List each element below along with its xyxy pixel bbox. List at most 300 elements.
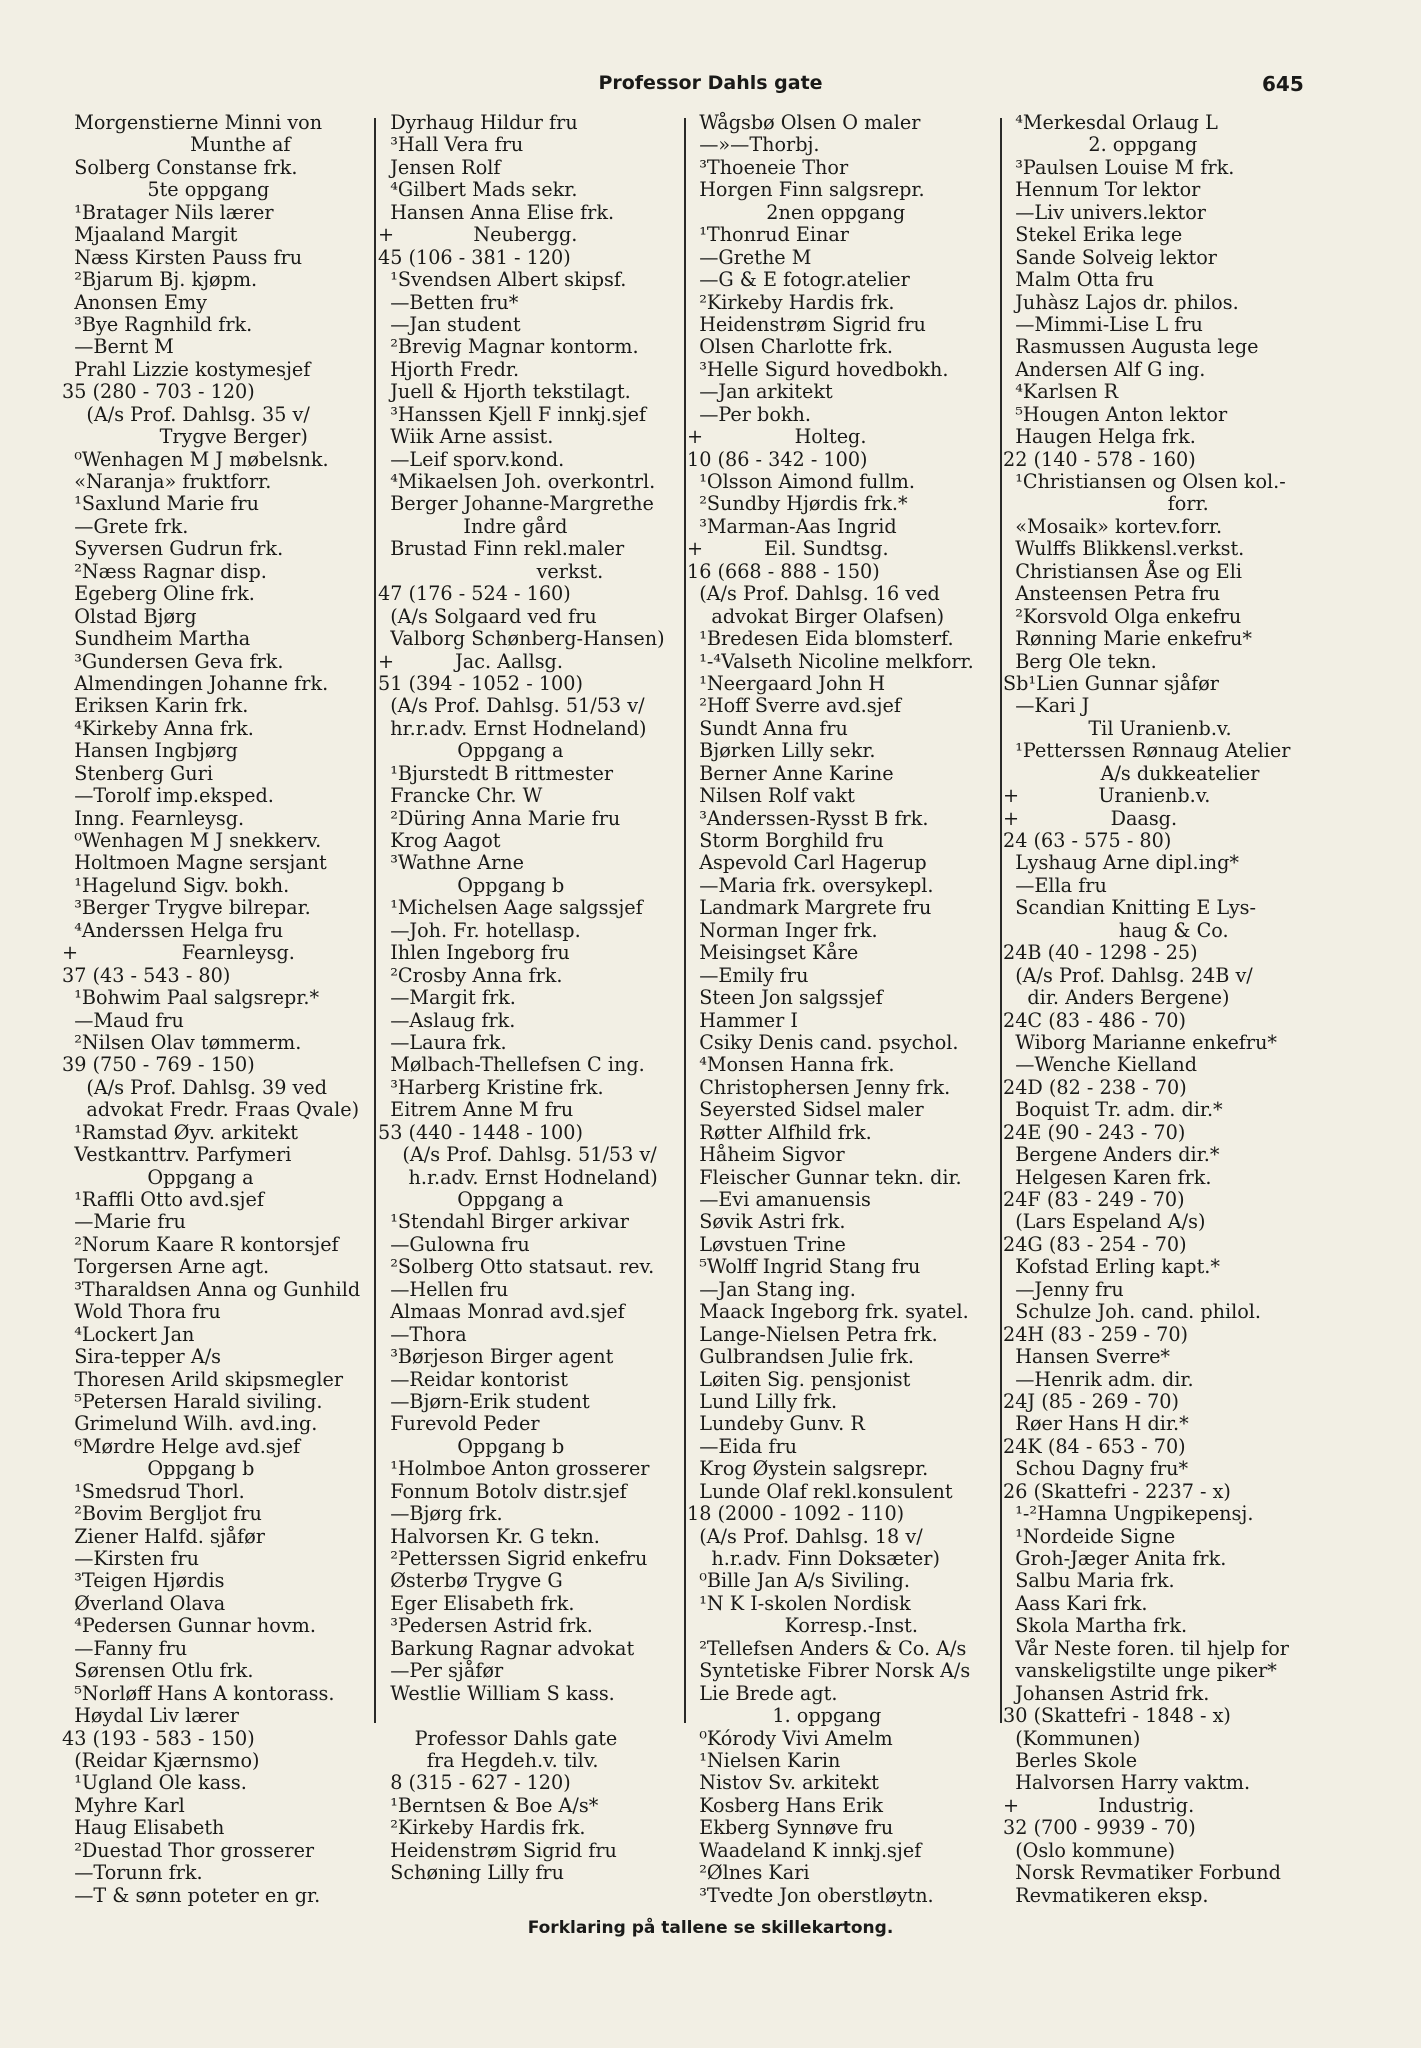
directory-entry: ¹Neergaard John H [687,671,886,695]
directory-entry: Wiik Arne assist. [378,425,554,449]
directory-entry: Malm Otta fru [1003,268,1155,292]
directory-entry: Horgen Finn salgsrepr. [687,178,925,202]
directory-entry: Seyersted Sidsel maler [687,1098,924,1122]
directory-entry: Nistov Sv. arkitekt [687,1771,879,1795]
directory-entry: (Oslo kommune) [1003,1838,1176,1862]
directory-entry: Christophersen Jenny frk. [687,1075,951,1099]
directory-entry: Olstad Bjørg [62,604,197,628]
directory-entry: Heidenstrøm Sigrid fru [378,1838,617,1862]
directory-entry: 24C (83 - 486 - 70) [1003,1008,1186,1032]
directory-entry: + Jac. Aallsg. [378,649,563,673]
directory-entry: ²Crosby Anna frk. [378,963,563,987]
directory-entry: ²Bjarum Bj. kjøpm. [62,268,258,292]
directory-entry: 45 (106 - 381 - 120) [378,245,571,269]
directory-entry: Olsen Charlotte frk. [687,335,893,359]
directory-entry: ³Bye Ragnhild frk. [62,312,253,336]
directory-entry: ⁴Karlsen R [1003,380,1119,404]
directory-entry: fra Hegdeh.v. tilv. [378,1748,599,1772]
directory-entry: Aspevold Carl Hagerup [687,851,927,875]
directory-entry: Christiansen Åse og Eli [1003,559,1243,583]
directory-entry: —Evi amanuensis [687,1188,871,1211]
page-header [0,72,1421,102]
directory-entry: ⁴Monsen Hanna frk. [687,1053,895,1077]
directory-entry: Groh-Jæger Anita frk. [1003,1547,1227,1570]
directory-entry: Hansen Ingbjørg [62,739,238,763]
directory-entry [378,1705,688,1727]
directory-entry: ⁴Lockert Jan [62,1322,195,1346]
directory-entry: —Liv univers.lektor [1003,200,1206,224]
directory-entry: Morgenstierne Minni von [62,111,323,134]
directory-entry: Sørensen Otlu frk. [62,1659,254,1683]
directory-entry: hr.r.adv. Ernst Hodneland) [378,716,647,740]
directory-entry: ³Pedersen Astrid frk. [378,1614,593,1638]
directory-entry: Schou Dagny fru* [1003,1457,1189,1481]
directory-entry: «Naranja» fruktforr. [62,470,272,493]
directory-entry: (A/s Prof. Dahlsg. 35 v/ [62,402,310,426]
directory-entry: ¹-⁴Valseth Nicoline melkforr. [687,649,974,673]
directory-entry: Skola Martha frk. [1003,1614,1188,1638]
directory-entry: 22 (140 - 578 - 160) [1003,447,1196,471]
directory-entry: —Leif sporv.kond. [378,447,565,471]
directory-entry: Storm Borghild fru [687,829,884,852]
directory-entry: Gulbrandsen Julie frk. [687,1345,914,1369]
directory-entry: ⁴Pedersen Gunnar hovm. [62,1614,316,1638]
directory-entry: Westlie William S kass. [378,1681,615,1705]
directory-entry: 16 (668 - 888 - 150) [687,559,880,583]
directory-entry: ¹Petterssen Rønnaug Atelier [1003,739,1291,763]
directory-entry: ¹Bredesen Eida blomsterf. [687,627,954,651]
column-divider [374,118,376,1723]
directory-entry: Hammer I [687,1008,798,1032]
directory-entry: Steen Jon salgssjef [687,986,883,1010]
directory-entry: + Neubergg. [378,223,578,247]
directory-entry: Landmark Margrete fru [687,896,932,920]
directory-entry: ²Norum Kaare R kontorsjef [62,1232,339,1256]
directory-entry: Oppgang a [62,1165,254,1189]
directory-entry: (A/s Prof. Dahlsg. 16 ved [687,582,940,606]
directory-entry: —Hellen fru [378,1277,509,1301]
directory-entry: ⁵Hougen Anton lektor [1003,402,1228,426]
directory-entry: ¹Nordeide Signe [1003,1524,1176,1548]
column-divider [1000,118,1002,1723]
directory-entry: Søvik Astri frk. [687,1210,846,1234]
page-number: 645 [1262,72,1304,96]
directory-entry: Eitrem Anne M fru [378,1098,574,1122]
directory-entry: 24F (83 - 249 - 70) [1003,1188,1185,1211]
directory-entry: ³Wathne Arne [378,851,525,875]
directory-entry: verkst. [378,559,604,583]
directory-entry: A/s dukkeatelier [1003,761,1260,785]
directory-entry: Jensen Rolf [378,155,501,179]
directory-entry: Kosberg Hans Erik [687,1793,884,1817]
directory-entry: —Laura frk. [378,1030,507,1054]
directory-entry: Almaas Monrad avd.sjef [378,1300,625,1324]
directory-entry: Hansen Sverre* [1003,1345,1171,1369]
directory-entry: Grimelund Wilh. avd.ing. [62,1412,318,1436]
directory-entry: Østerbø Trygve G [378,1569,563,1593]
directory-entry: 18 (2000 - 1092 - 110) [687,1502,905,1526]
directory-entry: (Lars Espeland A/s) [1003,1210,1206,1234]
directory-entry: Aass Kari frk. [1003,1591,1148,1615]
directory-entry: Berg Ole tekn. [1003,649,1157,673]
directory-entry: Sundheim Martha [62,627,251,651]
directory-entry: Oppgang b [378,1434,565,1458]
directory-entry: ⁴Merkesdal Orlaug L [1003,111,1218,134]
directory-entry: ¹N K I-skolen Nordisk [687,1591,911,1615]
directory-entry: advokat Birger Olafsen) [687,604,945,628]
directory-entry: Johansen Astrid frk. [1003,1681,1210,1705]
directory-entry: —Henrik adm. dir. [1003,1367,1194,1391]
directory-entry: Csiky Denis cand. psychol. [687,1030,959,1054]
directory-entry: + Fearnleysg. [62,941,295,965]
directory-entry: ⁵Wolff Ingrid Stang fru [687,1255,921,1279]
directory-entry: —Fanny fru [62,1636,188,1660]
directory-entry: 24H (83 - 259 - 70) [1003,1322,1189,1346]
directory-entry: 24G (83 - 254 - 70) [1003,1232,1187,1256]
directory-entry: Schulze Joh. cand. philol. [1003,1300,1262,1324]
directory-entry: h.r.adv. Ernst Hodneland) [378,1165,658,1189]
directory-entry: ³Anderssen-Rysst B frk. [687,806,929,830]
directory-entry: (A/s Prof. Dahlsg. 51/53 v/ [378,694,645,718]
directory-entry: 53 (440 - 1448 - 100) [378,1120,583,1144]
directory-entry: Inng. Fearnleysg. [62,806,245,830]
directory-entry: —Ella fru [1003,873,1107,897]
directory-entry: ¹Raffli Otto avd.sjef [62,1188,264,1211]
directory-entry: Ekberg Synnøve fru [687,1816,894,1840]
directory-entry: Norsk Revmatiker Forbund [1003,1861,1281,1885]
directory-entry: 24D (82 - 238 - 70) [1003,1075,1187,1099]
directory-entry: ²Kirkeby Hardis frk. [378,1816,586,1840]
directory-entry: Dyrhaug Hildur fru [378,111,578,134]
directory-entry: (Kommunen) [1003,1726,1141,1750]
directory-entry: 37 (43 - 543 - 80) [62,963,231,987]
directory-entry: ²Tellefsen Anders & Co. A/s [687,1636,967,1660]
directory-entry: —Torolf imp.eksped. [62,784,274,808]
directory-entry: ²Duestad Thor grosserer [62,1838,315,1862]
directory-entry: ³Berger Trygve bilrepar. [62,896,311,920]
directory-entry: 8 (315 - 627 - 120) [378,1771,571,1795]
directory-entry: ¹Berntsen & Boe A/s* [378,1793,599,1817]
directory-entry: —Bjørn-Erik student [378,1389,590,1413]
directory-entry: Mølbach-Thellefsen C ing. [378,1053,645,1077]
directory-entry: Eger Elisabeth frk. [378,1591,575,1615]
directory-entry: ¹Saxlund Marie fru [62,492,260,516]
directory-entry: Trygve Berger) [62,425,308,449]
directory-entry: Lie Brede agt. [687,1681,838,1705]
directory-entry: ²Næss Ragnar disp. [62,559,267,583]
directory-entry: Eriksen Karin frk. [62,694,249,718]
directory-entry: ¹Stendahl Birger arkivar [378,1210,629,1234]
directory-entry: ³Børjeson Birger agent [378,1345,614,1369]
directory-entry: Furevold Peder [378,1412,540,1436]
directory-entry: ⁵Norløff Hans A kontorass. [62,1681,335,1705]
directory-entry: ²Kirkeby Hardis frk. [687,290,895,314]
directory-entry: 1. oppgang [687,1704,882,1728]
directory-entry: 43 (193 - 583 - 150) [62,1726,255,1750]
directory-entry: —Per bokh. [687,402,811,426]
directory-entry: Halvorsen Harry vaktm. [1003,1771,1251,1795]
directory-entry: ³Paulsen Louise M frk. [1003,155,1235,179]
directory-entry: ¹Ugland Ole kass. [62,1771,247,1795]
directory-entry: ⁶Mørdre Helge avd.sjef [62,1434,301,1458]
directory-entry: Egeberg Oline frk. [62,582,255,606]
directory-entry: Bergene Anders dir.* [1003,1143,1220,1167]
directory-entry: Bjørken Lilly sekr. [687,739,876,763]
directory-entry: Fonnum Botolv distr.sjef [378,1479,627,1503]
directory-entry: forr. [1003,492,1209,516]
directory-entry: ⁴Gilbert Mads sekr. [378,178,578,202]
directory-entry: 10 (86 - 342 - 100) [687,447,868,471]
directory-entry: —Wenche Kielland [1003,1053,1197,1077]
directory-entry: ¹Holmboe Anton grosserer [378,1457,650,1481]
directory-entry: ¹Olsson Aimond fullm. [687,470,915,493]
directory-entry: 24E (90 - 243 - 70) [1003,1120,1186,1144]
directory-entry: ⁰Wenhagen M J møbelsnk. [62,447,329,471]
directory-entry: —Aslaug frk. [378,1008,516,1032]
directory-entry: Meisingset Kåre [687,941,859,965]
directory-entry: —G & E fotogr.atelier [687,268,910,292]
directory-entry: Almendingen Johanne frk. [62,671,329,695]
directory-entry: ³Hanssen Kjell F innkj.sjef [378,402,647,426]
directory-entry: ²Nilsen Olav tømmerm. [62,1030,302,1054]
directory-entry: Røtter Alfhild frk. [687,1120,872,1144]
directory-entry: ¹Michelsen Aage salgssjef [378,896,643,920]
directory-entry: haug & Co. [1003,918,1229,942]
directory-entry: Oppgang a [378,1188,564,1211]
directory-entry: Valborg Schønberg-Hansen) [378,627,665,651]
directory-entry: ¹-²Hamna Ungpikepensj. [1003,1502,1254,1526]
directory-entry: Boquist Tr. adm. dir.* [1003,1098,1223,1122]
directory-entry: 2nen oppgang [687,200,906,224]
directory-entry: Syntetiske Fibrer Norsk A/s [687,1659,971,1683]
directory-entry: ³Tvedte Jon oberstløytn. [687,1883,934,1907]
directory-entry: «Mosaik» kortev.forr. [1003,514,1223,538]
directory-entry: Halvorsen Kr. G tekn. [378,1524,600,1548]
directory-entry: h.r.adv. Finn Doksæter) [687,1547,940,1570]
directory-entry: Håheim Sigvor [687,1143,845,1167]
directory-entry: ¹Smedsrud Thorl. [62,1479,245,1503]
directory-entry: 30 (Skattefri - 1848 - x) [1003,1704,1231,1728]
directory-entry: (A/s Solgaard ved fru [378,604,597,628]
directory-entry: Stekel Erika lege [1003,223,1183,247]
directory-entry: Berner Anne Karine [687,761,894,785]
directory-entry: ²Ølnes Kari [687,1861,810,1885]
directory-entry: Haug Elisabeth [62,1816,225,1840]
directory-entry: Krog Øystein salgsrepr. [687,1457,929,1481]
directory-entry: Anonsen Emy [62,290,208,314]
directory-entry: ¹Thonrud Einar [687,223,849,247]
directory-entry: Rønning Marie enkefru* [1003,627,1252,651]
directory-entry: Ziener Halfd. sjåfør [62,1524,265,1548]
directory-entry: —Bjørg frk. [378,1502,503,1526]
directory-entry: Helgesen Karen frk. [1003,1165,1212,1189]
directory-entry: Norman Inger frk. [687,918,878,942]
column-divider [684,118,686,1723]
directory-entry: Mjaaland Margit [62,223,238,247]
directory-entry: Korresp.-Inst. [687,1614,918,1638]
directory-entry: Scandian Knitting E Lys- [1003,896,1257,920]
directory-entry: —Grete frk. [62,514,189,538]
directory-entry: Sira-tepper A/s [62,1345,221,1369]
directory-entry: ⁰Wenhagen M J snekkerv. [62,829,322,852]
directory-entry: Vår Neste foren. til hjelp for [1003,1636,1289,1660]
directory-entry: Prahl Lizzie kostymesjef [62,357,311,381]
directory-entry: ²Solberg Otto statsaut. rev. [378,1255,655,1279]
directory-entry: + Industrig. [1003,1793,1195,1817]
directory-entry: ²Hoff Sverre avd.sjef [687,694,901,718]
directory-entry: —Emily fru [687,963,809,987]
directory-entry: —Jenny fru [1003,1277,1124,1301]
directory-entry: (Reidar Kjærnsmo) [62,1748,260,1772]
directory-entry: (A/s Prof. Dahlsg. 51/53 v/ [378,1143,657,1167]
directory-entry: vanskeligstilte unge piker* [1003,1659,1277,1683]
directory-entry: ¹Bjurstedt B rittmester [378,761,614,785]
directory-entry: —T & sønn poteter en gr. [62,1883,321,1907]
directory-entry: Nilsen Rolf vakt [687,784,855,808]
directory-entry: Maack Ingeborg frk. syatel. [687,1300,969,1324]
directory-entry: Lund Lilly frk. [687,1389,838,1413]
directory-entry: ²Brevig Magnar kontorm. [378,335,639,359]
directory-entry: Wågsbø Olsen O maler [687,111,921,134]
directory-entry: Hansen Anna Elise frk. [378,200,615,224]
directory-entry: ¹Christiansen og Olsen kol.- [1003,470,1286,493]
directory-entry: Lundeby Gunv. R [687,1412,865,1436]
directory-entry: ⁵Petersen Harald siviling. [62,1389,323,1413]
directory-entry: —Maud fru [62,1008,184,1032]
directory-entry: Oppgang a [378,739,564,763]
directory-entry: —Betten fru* [378,290,519,314]
directory-entry: + Uranienb.v. [1003,784,1211,808]
directory-entry: —Torunn frk. [62,1861,203,1885]
directory-entry: dir. Anders Bergene) [1003,986,1230,1010]
directory-entry: —Margit frk. [378,986,516,1010]
directory-entry: Wiborg Marianne enkefru* [1003,1030,1278,1054]
directory-entry: —Jan Stang ing. [687,1277,856,1301]
directory-entry: —Kirsten fru [62,1547,200,1570]
directory-entry: ¹Ramstad Øyv. arkitekt [62,1120,298,1144]
directory-entry: 24K (84 - 653 - 70) [1003,1434,1186,1458]
directory-entry: Salbu Maria frk. [1003,1569,1175,1593]
directory-entry: Kofstad Erling kapt.* [1003,1255,1220,1279]
directory-entry: —»—Thorbj. [687,133,820,157]
directory-entry: —Gulowna fru [378,1232,530,1256]
directory-entry: —Marie fru [62,1210,186,1234]
directory-entry: Sande Solveig lektor [1003,245,1217,269]
page-footer: Forklaring på tallene se skillekartong. [527,1918,894,1938]
directory-entry: —Mimmi-Lise L fru [1003,312,1203,336]
directory-entry: Francke Chr. W [378,784,543,808]
directory-entry: Sundt Anna fru [687,716,848,740]
directory-entry: Hjorth Fredr. [378,357,520,381]
directory-entry: —Thora [378,1322,467,1346]
directory-entry: ⁴Anderssen Helga fru [62,918,284,942]
directory-entry: Myhre Karl [62,1793,185,1817]
directory-entry: ²Sundby Hjørdis frk.* [687,492,908,516]
directory-entry: Barkung Ragnar advokat [378,1636,635,1660]
directory-entry: ³Harberg Kristine frk. [378,1075,604,1099]
directory-entry: ⁴Kirkeby Anna frk. [62,716,254,740]
directory-entry: 5te oppgang [62,178,270,202]
directory-entry: ³Marman-Aas Ingrid [687,514,897,538]
directory-entry: Solberg Constanse frk. [62,155,298,179]
directory-entry: Haugen Helga frk. [1003,425,1196,449]
directory-entry: Berles Skole [1003,1748,1138,1772]
directory-entry: ¹Svendsen Albert skipsf. [378,268,627,292]
directory-entry: ²Petterssen Sigrid enkefru [378,1547,648,1570]
directory-entry: Wold Thora fru [62,1300,221,1324]
directory-entry: 24B (40 - 1298 - 25) [1003,941,1198,965]
directory-column-3 [687,112,995,1912]
directory-entry: + Daasg. [1003,806,1178,830]
directory-entry: Røer Hans H dir.* [1003,1412,1189,1436]
directory-entry: Vestkanttrv. Parfymeri [62,1143,292,1167]
directory-entry: Thoresen Arild skipsmegler [62,1367,344,1391]
directory-entry: 39 (750 - 769 - 150) [62,1053,255,1077]
directory-entry: —Per sjåfør [378,1659,504,1683]
directory-entry: Schøning Lilly fru [378,1861,564,1885]
directory-entry: ³Gundersen Geva frk. [62,649,284,673]
directory-entry: Krog Aagot [378,829,501,852]
directory-entry: Stenberg Guri [62,761,213,785]
directory-entry: ³Tharaldsen Anna og Gunhild [62,1277,361,1301]
directory-entry: ¹Hagelund Sigv. bokh. [62,873,290,897]
directory-entry: Høydal Liv lærer [62,1704,239,1728]
directory-entry: + Holteg. [687,425,867,449]
directory-entry: Lunde Olaf rekl.konsulent [687,1479,953,1503]
page-title: Professor Dahls gate [598,72,823,94]
directory-entry: Munthe af [62,133,291,157]
directory-entry: (A/s Prof. Dahlsg. 39 ved [62,1075,328,1099]
directory-entry: —Joh. Fr. hotellasp. [378,918,581,942]
directory-entry: 24 (63 - 575 - 80) [1003,829,1172,852]
directory-entry: Holtmoen Magne sersjant [62,851,327,875]
directory-entry: 24J (85 - 269 - 70) [1003,1389,1179,1413]
directory-entry: ³Teigen Hjørdis [62,1569,225,1593]
directory-entry: (A/s Prof. Dahlsg. 24B v/ [1003,963,1253,987]
directory-entry: ³Thoeneie Thor [687,155,849,179]
directory-entry: Lange-Nielsen Petra frk. [687,1322,938,1346]
directory-entry: ⁰Bille Jan A/s Siviling. [687,1569,910,1593]
directory-entry: 26 (Skattefri - 2237 - x) [1003,1479,1231,1503]
directory-entry: 32 (700 - 9939 - 70) [1003,1816,1196,1840]
directory-entry: 47 (176 - 524 - 160) [378,582,571,606]
directory-column-1 [62,112,372,1912]
directory-entry: Rasmussen Augusta lege [1003,335,1259,359]
directory-entry: Juhàsz Lajos dr. philos. [1003,290,1239,314]
directory-entry: ²Korsvold Olga enkefru [1003,604,1242,628]
directory-entry: 2. oppgang [1003,133,1198,157]
directory-entry: Waadeland K innkj.sjef [687,1838,922,1862]
directory-entry: Oppgang b [378,873,565,897]
directory-entry: Torgersen Arne agt. [62,1255,270,1279]
directory-entry: Løiten Sig. pensjonist [687,1367,911,1391]
directory-entry: —Bernt M [62,335,174,359]
directory-entry: ¹Bohwim Paal salgsrepr.* [62,986,320,1010]
directory-entry: 51 (394 - 1052 - 100) [378,671,583,695]
directory-entry: Øverland Olava [62,1591,226,1615]
directory-entry: —Grethe M [687,245,812,269]
directory-entry: Brustad Finn rekl.maler [378,537,625,561]
directory-entry: ⁰Kórody Vivi Amelm [687,1726,893,1750]
directory-entry: ³Hall Vera fru [378,133,524,157]
directory-entry: —Reidar kontorist [378,1367,568,1391]
directory-entry: Wulffs Blikkensl.verkst. [1003,537,1245,561]
directory-entry: Indre gård [378,514,568,538]
directory-entry: ¹Nielsen Karin [687,1748,841,1772]
directory-entry: 35 (280 - 703 - 120) [62,380,255,404]
directory-entry: advokat Fredr. Fraas Qvale) [62,1098,360,1122]
directory-entry: —Jan arkitekt [687,380,833,404]
